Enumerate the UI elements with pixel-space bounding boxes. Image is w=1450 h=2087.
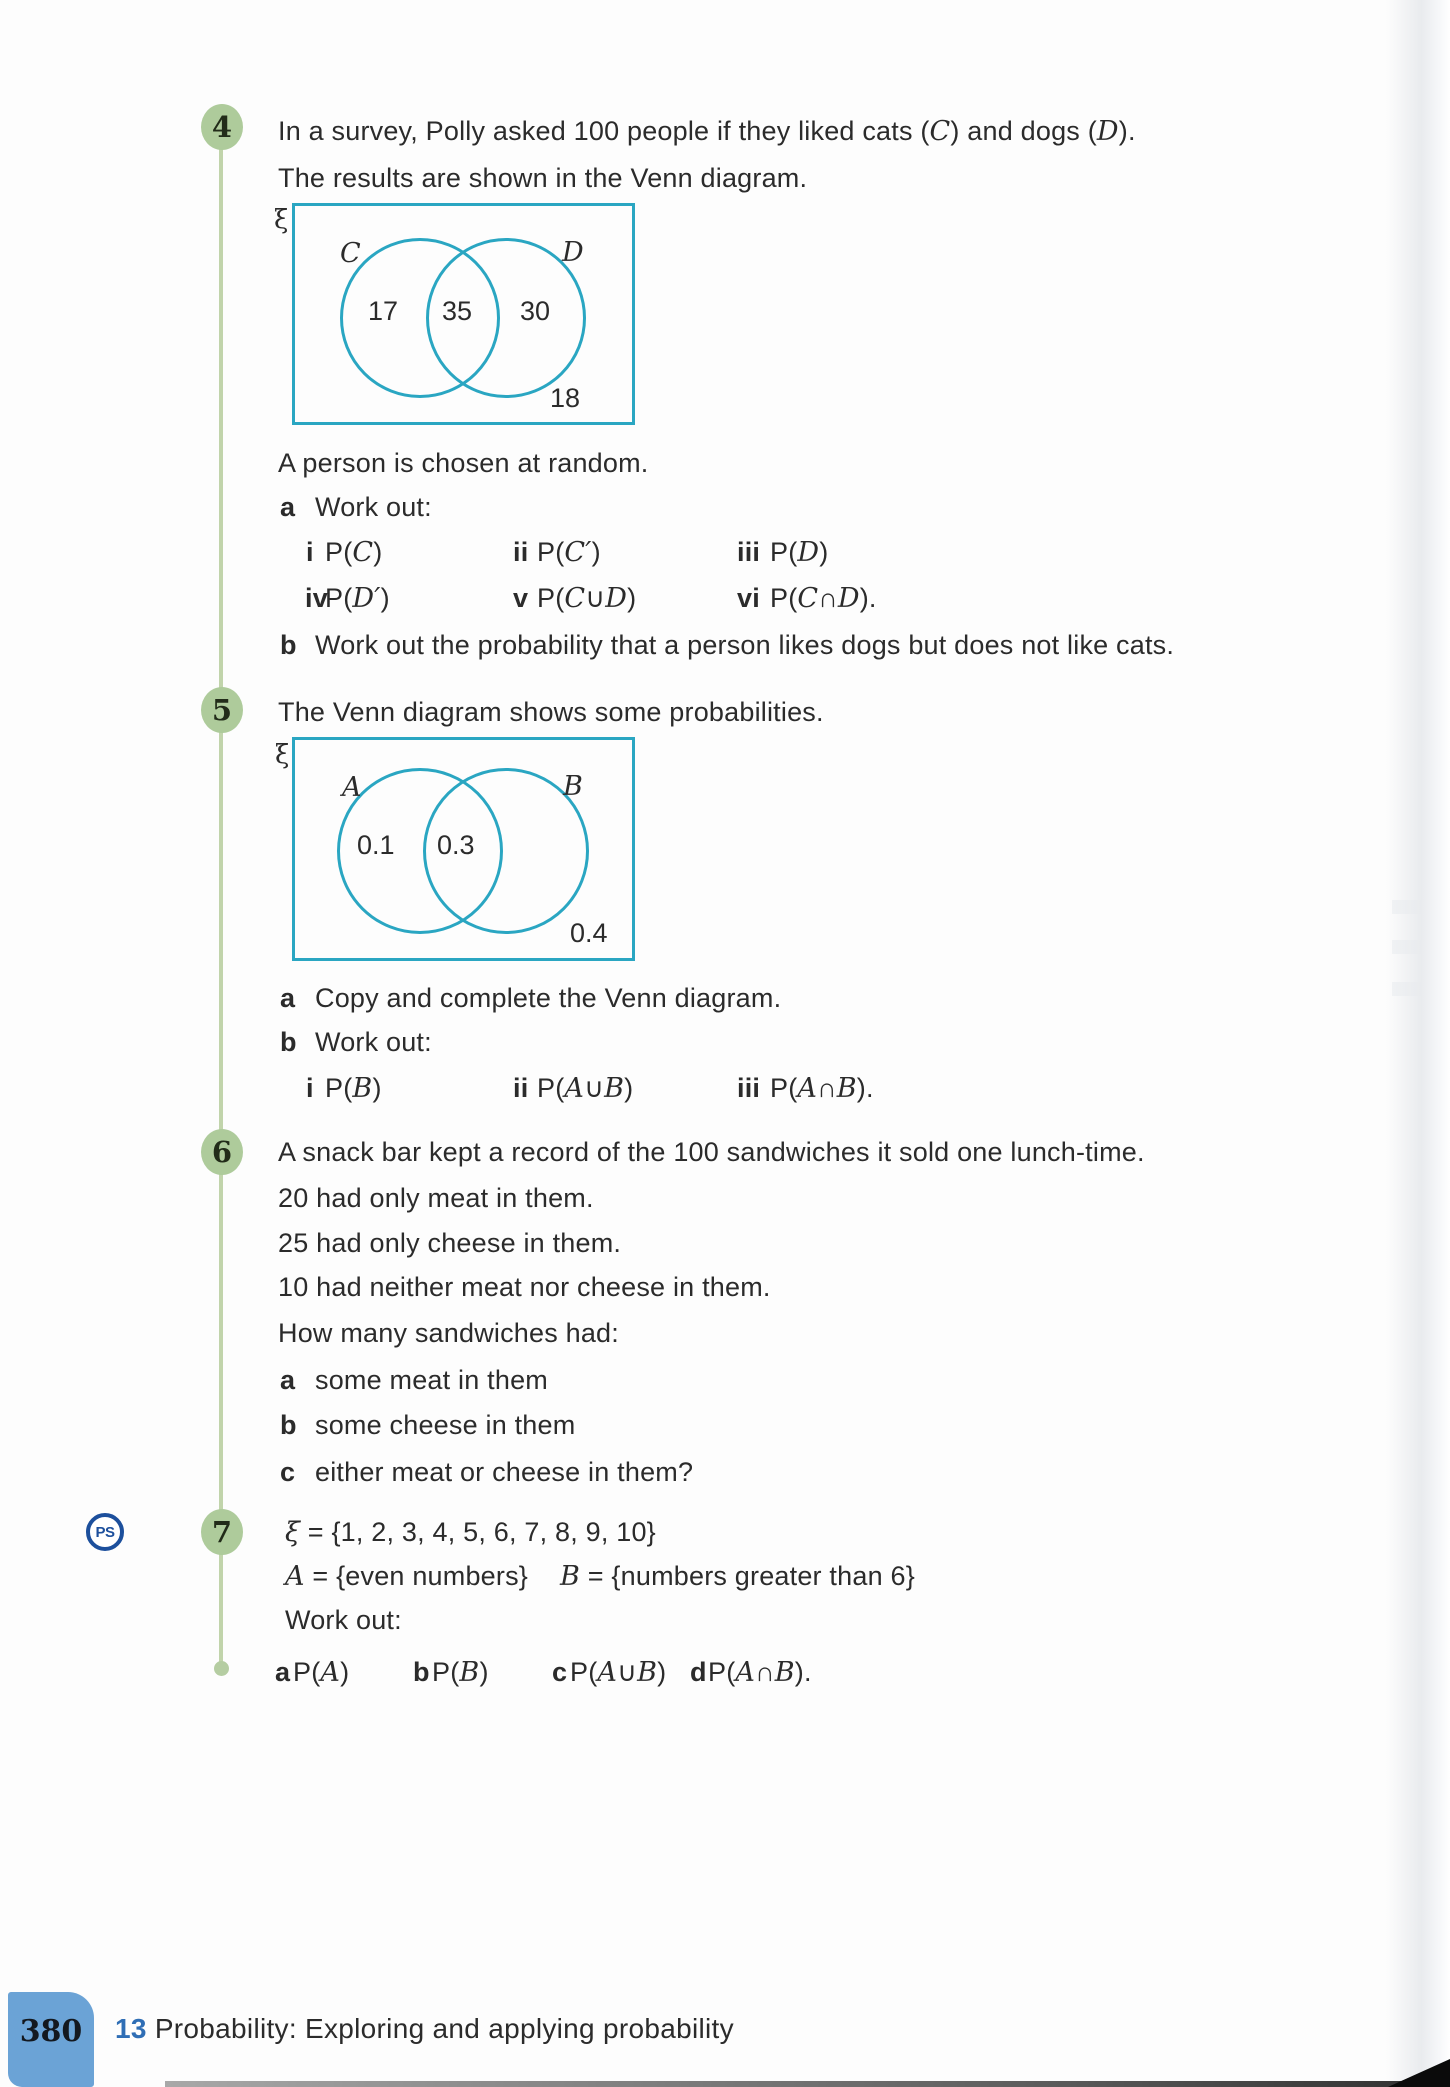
venn-value-a-only: 0.1 <box>357 830 395 860</box>
item-formula: P(C∪D) <box>537 583 637 614</box>
item-numeral: i <box>306 537 314 567</box>
q5-item-iii <box>737 1071 874 1106</box>
q4-item-iii <box>737 535 828 570</box>
footer-chapter-title: 13 Probability: Exploring and applying probability <box>115 2013 734 2044</box>
q7-item-a <box>275 1655 349 1690</box>
part-c-label: c <box>280 1457 296 1487</box>
venn-set-label-a: A <box>342 772 362 803</box>
q6-line-1: A snack bar kept a record of the 100 sandwiches it sold one lunch-time. <box>278 1137 1145 1167</box>
item-letter: c <box>552 1657 568 1687</box>
question-7-number-badge: 7 <box>201 1509 243 1555</box>
item-formula: P(A∩B). <box>708 1657 812 1688</box>
venn-set-label-b: B <box>563 771 583 802</box>
q6-line-2: 20 had only meat in them. <box>278 1183 594 1213</box>
q6-line-3: 25 had only cheese in them. <box>278 1228 622 1258</box>
q4-item-i <box>306 535 382 570</box>
q4-item-iv <box>305 581 390 616</box>
item-formula: P(D) <box>770 537 829 568</box>
item-formula: P(C) <box>325 537 383 568</box>
venn-value-intersection: 35 <box>442 296 473 326</box>
part-b-label: b <box>280 1027 297 1057</box>
part-a-label: a <box>280 1365 296 1395</box>
q5-part-a <box>280 981 781 1015</box>
item-numeral: ii <box>513 537 529 567</box>
venn-set-label-d: D <box>562 237 584 268</box>
q7-item-b <box>413 1655 489 1690</box>
item-numeral: ii <box>513 1073 529 1103</box>
item-numeral: vi <box>737 583 760 613</box>
q6-line-5: How many sandwiches had: <box>278 1318 619 1348</box>
venn-value-outside: 0.4 <box>570 918 608 948</box>
part-b-text: Work out: <box>315 1027 432 1057</box>
q7-set-a-definition: A = {even numbers} <box>285 1561 529 1592</box>
q4-item-ii <box>513 535 601 570</box>
q4-item-v <box>513 581 636 616</box>
item-letter: a <box>275 1657 291 1687</box>
q6-part-b <box>280 1408 575 1442</box>
part-a-label: a <box>280 983 296 1013</box>
q7-line-2: Work out: <box>285 1605 402 1635</box>
question-spine-line <box>219 127 223 1668</box>
question-6-number-badge: 6 <box>201 1129 243 1175</box>
q5-line-1: The Venn diagram shows some probabilities. <box>278 697 824 727</box>
part-a-text: some meat in them <box>315 1365 548 1395</box>
q4-part-a <box>280 490 432 524</box>
item-formula: P(A∪B) <box>570 1657 667 1688</box>
q4-line-2: The results are shown in the Venn diagram. <box>278 163 808 193</box>
part-a-label: a <box>280 492 296 522</box>
page-number-tab <box>8 1992 94 2087</box>
page-number: 380 <box>19 2014 83 2049</box>
item-formula: P(A∩B). <box>770 1073 874 1104</box>
item-numeral: v <box>513 583 529 613</box>
q6-part-c <box>280 1455 693 1489</box>
part-b-text: some cheese in them <box>315 1410 576 1440</box>
question-5-number-badge: 5 <box>201 687 243 733</box>
q7-set-b-definition: B = {numbers greater than 6} <box>560 1561 915 1592</box>
item-numeral: i <box>306 1073 314 1103</box>
q4-part-b <box>280 628 1174 662</box>
venn-set-label-c: C <box>340 238 361 269</box>
item-numeral: iv <box>305 583 328 613</box>
part-a-text: Work out: <box>315 492 432 522</box>
item-letter: b <box>413 1657 430 1687</box>
item-formula: P(A) <box>293 1657 350 1688</box>
item-formula: P(C∩D). <box>770 583 877 614</box>
universal-set-symbol: ξ <box>274 205 289 235</box>
q6-part-a <box>280 1363 548 1397</box>
venn-value-intersection: 0.3 <box>437 830 475 860</box>
item-formula: P(C′) <box>537 537 601 568</box>
problem-solving-badge: PS <box>86 1513 124 1551</box>
q5-item-ii <box>513 1071 633 1106</box>
q5-item-i <box>306 1071 382 1106</box>
page-bottom-edge <box>165 2081 1450 2087</box>
q7-item-d <box>690 1655 812 1690</box>
item-formula: P(B) <box>325 1073 382 1104</box>
part-b-label: b <box>280 630 297 660</box>
item-letter: d <box>690 1657 707 1687</box>
question-4-number-badge: 4 <box>201 104 243 150</box>
venn-value-c-only: 17 <box>368 296 399 326</box>
part-b-text: Work out the probability that a person likes dogs but does not like cats. <box>315 630 1175 660</box>
venn-value-d-only: 30 <box>520 296 551 326</box>
q7-universal-set-line: ξ = {1, 2, 3, 4, 5, 6, 7, 8, 9, 10} <box>285 1517 656 1548</box>
spine-end-dot <box>214 1661 229 1676</box>
universal-set-symbol: ξ <box>275 740 290 770</box>
q5-part-b <box>280 1025 432 1059</box>
item-numeral: iii <box>737 1073 761 1103</box>
q4-item-vi <box>737 581 877 616</box>
item-formula: P(D′) <box>325 583 390 614</box>
venn-value-outside: 18 <box>550 383 581 413</box>
page-curve-shadow <box>1386 0 1450 2087</box>
item-formula: P(A∪B) <box>537 1073 634 1104</box>
q7-item-c <box>552 1655 666 1690</box>
item-formula: P(B) <box>432 1657 489 1688</box>
q4-line-3: A person is chosen at random. <box>278 448 649 478</box>
part-a-text: Copy and complete the Venn diagram. <box>315 983 782 1013</box>
part-c-text: either meat or cheese in them? <box>315 1457 694 1487</box>
q6-line-4: 10 had neither meat nor cheese in them. <box>278 1272 771 1302</box>
item-numeral: iii <box>737 537 761 567</box>
q4-line-1: In a survey, Polly asked 100 people if they liked cats (C) and dogs (D). <box>278 116 1136 147</box>
part-b-label: b <box>280 1410 297 1440</box>
